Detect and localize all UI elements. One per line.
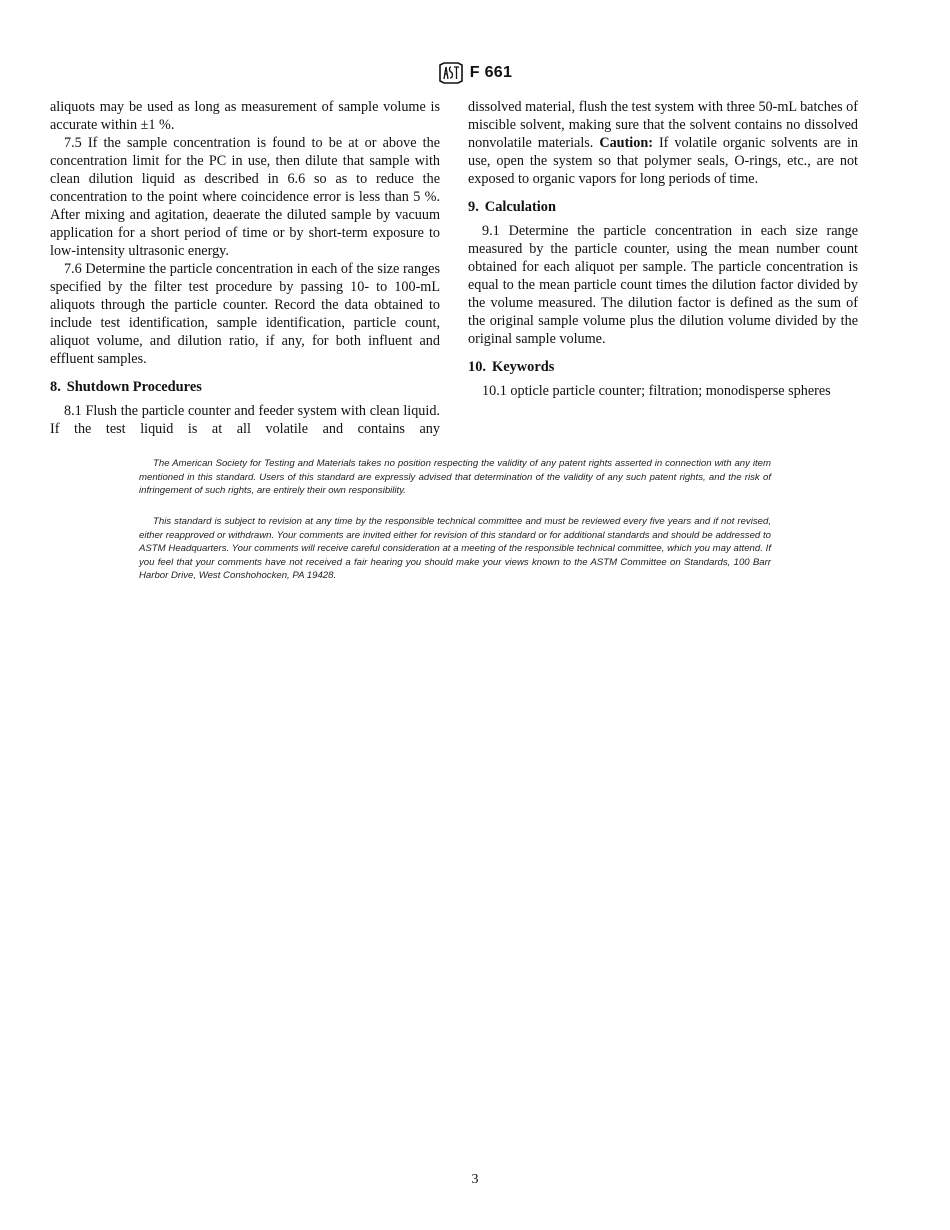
astm-logo-icon <box>438 62 464 84</box>
section-10-number: 10. <box>468 359 486 375</box>
section-9-title: Calculation <box>484 199 556 215</box>
paragraph-7-4-continued: aliquots may be used as long as measurement of sample volume is accurate within ±1 %. <box>50 99 440 133</box>
paragraph-9-1: 9.1 Determine the particle concentration in each size range measured by the particle counter, using the mean number count obtained for each aliquot per sample. The particle concentration is equal to the mean particle count times the dilution factor divided by the volume measured. The dilution factor is defined as the sum of the original sample volume plus the dilution volume divided by the original sample volume. <box>468 223 858 347</box>
standard-designation: F 661 <box>469 64 513 81</box>
section-8-number: 8. <box>50 379 61 395</box>
paragraph-8-1-continued-text: dissolved material, flush the test system with three 50-mL batches of miscible solvent, making sure that the solvent contains no dissolved nonvolatile materials. <box>468 99 858 151</box>
section-9-number: 9. <box>468 199 479 215</box>
section-8-title: Shutdown Procedures <box>66 379 202 395</box>
paragraph-7-5: 7.5 If the sample concentration is found to be at or above the concentration limit for the PC in use, then dilute that sample with clean dilution liquid as described in 6.6 so as to reduce the concentration to the point where coincidence error is less than 5 %. After mixing and agitation, deaerate the diluted sample by vacuum application for a short period of time or by short-term exposure to low-intensity ultrasonic energy. <box>50 135 440 259</box>
patent-notice-text: The American Society for Testing and Materials takes no position respecting the validity of any patent rights asserted in connection with any item mentioned in this standard. Users of this standard are expressly advised that determination of the validity of any such patent rights, and the risk of infringement of such rights, are entirely their own responsibility. <box>139 458 771 496</box>
paragraph-7-6: 7.6 Determine the particle concentration in each of the size ranges specified by the filter test procedure by passing 10- to 100-mL aliquots through the particle counter. Record the data obtained to include test identification, sample identification, particle count, aliquot volume, and dilution ratio, if any, for both influent and effluent samples. <box>50 261 440 367</box>
caution-label: Caution: <box>599 135 653 151</box>
page-number: 3 <box>471 1172 479 1187</box>
section-8-heading <box>50 378 440 396</box>
revision-notice-text: This standard is subject to revision at any time by the responsible technical committee and must be reviewed every five years and if not revised, either reapproved or withdrawn. Your comments are invited either for revision of this standard or for additional standards and should be addressed to ASTM Headquarters. Your comments will receive careful consideration at a meeting of the responsible technical committee, which you may attend. If you feel that your comments have not received a fair hearing you should make your views known to the ASTM Committee on Standards, 100 Barr Harbor Drive, West Conshohocken, PA 19428. <box>139 516 771 581</box>
revision-notice <box>139 515 771 583</box>
left-column <box>50 98 440 438</box>
section-10-title: Keywords <box>492 359 555 375</box>
page-header <box>0 62 950 84</box>
section-10-heading <box>468 358 858 376</box>
paragraph-8-1-continued <box>468 98 858 188</box>
paragraph-10-1: 10.1 opticle particle counter; filtration; monodisperse spheres <box>482 383 831 399</box>
paragraph-8-1: 8.1 Flush the particle counter and feeder system with clean liquid. If the test liquid is at all volatile and contains any <box>50 403 440 437</box>
section-9-heading <box>468 198 858 216</box>
right-column <box>468 98 858 400</box>
paragraph-8-1-caution-text: If volatile organic solvents are in use, open the system so that polymer seals, O-rings, etc., are not exposed to organic vapors for long periods of time. <box>468 135 858 187</box>
patent-notice <box>139 457 771 498</box>
